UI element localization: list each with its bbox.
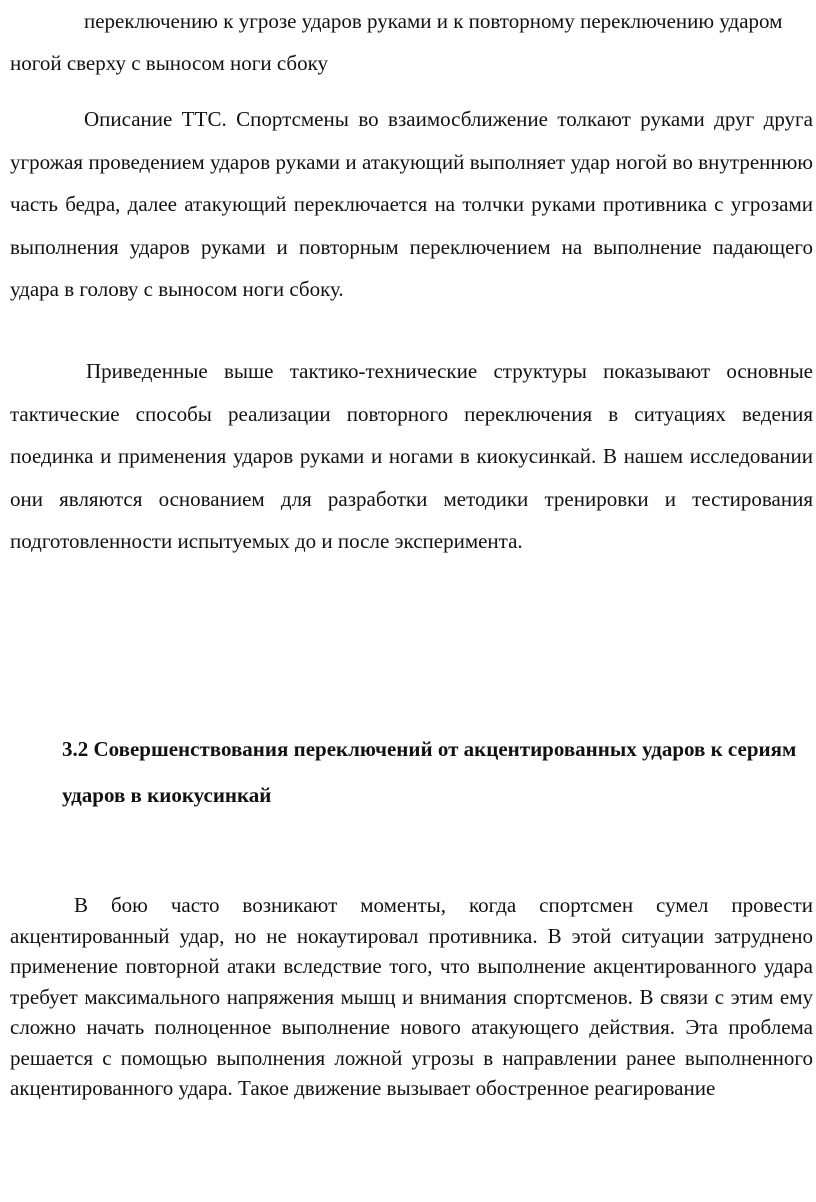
paragraph-accented-strikes: В бою часто возникают моменты, когда спортсмен сумел провести акцентированный удар, но не нокаутировал противника. В этой ситуации затруднено применение повторной атаки вследствие того, что выполнение акцентированного удара требует максимального напряжения мышц и внимания спортсменов. В связи с этим ему сложно начать полноценное выполнение нового атакующего действия. Эта проблема решается с помощью выполнения ложной угрозы в направлении ранее выполненного акцентированного удара. Такое движение вызывает обостренное реагирование — [10, 893, 813, 1100]
paragraph-tts-description: Описание ТТС. Спортсмены во взаимосближение толкают руками друг друга угрожая проведением ударов руками и атакующий выполняет удар ногой во внутреннюю часть бедра, далее атакующий переключается на толчки руками противника с угрозами выполнения ударов руками и повторным переключением на выполнение падающего удара в голову с выносом ноги сбоку. — [10, 107, 813, 301]
paragraph-structures-summary: Приведенные выше тактико-технические структуры показывают основные тактические способы реализации повторного переключения в ситуациях ведения поединка и применения ударов руками и ногами в киокусинкай. В нашем исследовании они являются основанием для разработки методики тренировки и тестирования подготовленности испытуемых до и после эксперимента. — [10, 359, 813, 553]
section-heading: 3.2 Совершенствования переключений от акцентированных ударов к сериям ударов в киокусинкай — [62, 737, 797, 807]
paragraph-continuation: переключению к угрозе ударов руками и к повторному переключению ударом ногой сверху с выносом ноги сбоку — [10, 9, 783, 75]
